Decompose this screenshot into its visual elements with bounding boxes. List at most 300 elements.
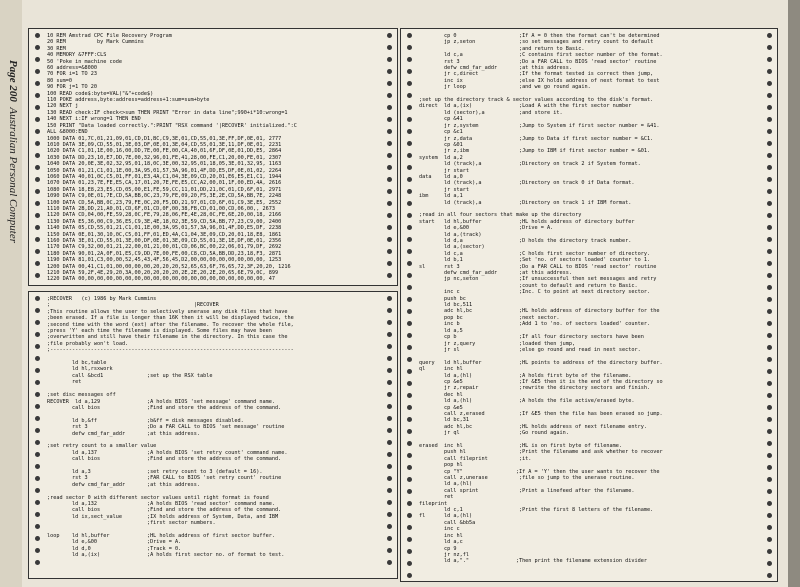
feed-hole <box>387 308 392 313</box>
feed-hole <box>767 381 772 386</box>
feed-hole <box>767 393 772 398</box>
feed-hole <box>35 261 40 266</box>
code-line: ld b,&ff ;b&ff = disk messages disabled. <box>47 417 244 424</box>
feed-hole <box>387 320 392 325</box>
code-line: ld a,c <box>419 539 463 546</box>
code-line: ld e,&00 ;Drive = A. <box>47 539 182 546</box>
feed-hole <box>35 249 40 254</box>
magazine-title: Australian Personal Computer <box>7 107 19 244</box>
code-line: 1180 DATA 90,01,2A,0F,01,E5,C9,DD,7E,00,FE,00,C8,CD,5A,BB,DD,23,18,F3, 2871 <box>47 250 282 257</box>
code-line: 1120 DATA CD,04,00,FE,59,28,0C,FE,79,28,06,FE,4E,28,0C,FE,6E,20,00,18, 2166 <box>47 212 282 219</box>
code-line: jr z,repair ;rewrite the directory sectors and finish. <box>419 385 651 392</box>
code-line: inc ix ;else IX holds address of next format to test <box>419 77 660 84</box>
code-line: jr ql ;Go round again. <box>419 430 569 437</box>
feed-hole <box>387 476 392 481</box>
feed-hole <box>35 356 40 361</box>
code-line: ld d,a ;D holds the directory track number. <box>419 238 632 244</box>
code-line: defw cmd_far_addr ;at this address. <box>47 481 201 488</box>
feed-hole <box>387 153 392 158</box>
feed-hole <box>767 141 772 146</box>
code-line: cp &41 <box>419 116 463 123</box>
code-line: 90 FOR j=1 TO 20 <box>47 84 97 91</box>
feed-hole <box>35 380 40 385</box>
feed-hole <box>35 69 40 74</box>
feed-hole <box>767 429 772 434</box>
page-margin <box>0 0 22 587</box>
feed-hole <box>35 153 40 158</box>
code-line: 60 address=&8000 <box>47 65 97 72</box>
code-line: 1040 DATA 20,0E,3E,02,32,95,01,18,0C,3E,00,32,95,01,18,05,3E,01,32,95, 1163 <box>47 161 282 168</box>
feed-hole <box>407 297 412 302</box>
feed-hole <box>407 261 412 266</box>
feed-hole <box>407 189 412 194</box>
feed-hole <box>387 201 392 206</box>
code-line: call bios ;Find and store the address of the command. <box>47 456 282 463</box>
code-line: jr z,data ;Jump to Data if first sector number = &C1. <box>419 135 654 142</box>
feed-hole <box>35 560 40 565</box>
feed-hole <box>35 392 40 397</box>
page-number: Page 200 <box>7 60 19 102</box>
feed-hole <box>767 321 772 326</box>
code-line: ld (track),a ;Directory on track 2 if System format. <box>419 161 641 168</box>
code-line: cp 9 <box>419 545 457 552</box>
code-line: ;RECOVER (c) 1986 by Mark Cummins <box>47 296 157 302</box>
feed-hole <box>767 513 772 518</box>
code-line: call sprint ;Print a linefeed after the filename. <box>419 487 635 494</box>
code-line: ld a,5 <box>419 327 463 334</box>
feed-hole <box>767 537 772 542</box>
basic-code-listing <box>47 33 377 281</box>
tractor-holes-right <box>383 292 395 578</box>
code-line: ;first sector numbers. <box>47 520 216 527</box>
code-line: ld bc,table <box>47 360 107 367</box>
feed-hole <box>35 416 40 421</box>
feed-hole <box>767 105 772 110</box>
feed-hole <box>767 249 772 254</box>
code-line: 30 REM <box>47 45 66 52</box>
code-line: pop hl <box>419 462 463 469</box>
feed-hole <box>35 225 40 230</box>
feed-hole <box>35 524 40 529</box>
code-line: call z,erased ;If &E5 then the file has been erased so jump. <box>419 410 663 417</box>
code-line: ld a,132 ;A holds BIOS 'read sector' command name. <box>47 501 275 507</box>
code-line: cp 0 ;If A = 0 then the format can't be determined <box>419 33 660 39</box>
code-line: inc b ;Add 1 to 'no. of sectors loaded' counter. <box>419 321 651 328</box>
code-line: rst 3 ;FAR CALL to BIOS 'set retry count' routine <box>47 475 282 482</box>
feed-hole <box>767 165 772 170</box>
code-line: dec hl <box>419 391 463 398</box>
feed-hole <box>767 561 772 566</box>
feed-hole <box>407 45 412 50</box>
code-line: adc hl,bc ;HL holds address of next filename entry. <box>419 423 647 430</box>
feed-hole <box>35 428 40 433</box>
code-line: jr loop ;and we go round again. <box>419 84 591 91</box>
feed-hole <box>407 345 412 350</box>
code-line: ;set up the directory track & sector values according to the disk's format. <box>419 97 654 104</box>
code-line: 20 REM by Mark Cummins <box>47 39 144 46</box>
code-line: ; |RECOVER <box>47 302 219 309</box>
code-line: ld a,"." ;Then print the filename extension divider <box>419 558 647 565</box>
feed-hole <box>35 488 40 493</box>
code-line: 1130 DATA E5,36,00,C9,36,E5,C9,3E,4E,18,02,3E,59,CD,5A,BB,77,23,C9,00, 2400 <box>47 218 282 225</box>
code-line: push bc <box>419 295 466 302</box>
feed-hole <box>387 500 392 505</box>
code-line: 50 'Poke in machine code <box>47 58 122 65</box>
feed-hole <box>767 225 772 230</box>
code-line: adc hl,bc ;HL holds address of directory buffer for the <box>419 308 660 315</box>
code-line: 1030 DATA DD,23,10,E7,DD,7E,00,32,96,01,FE,41,28,00,FE,C1,20,00,FE,01, 2307 <box>47 154 282 161</box>
feed-hole <box>407 57 412 62</box>
code-line: call &bb5a <box>419 519 476 526</box>
code-line: ret <box>419 494 454 501</box>
feed-hole <box>767 177 772 182</box>
feed-hole <box>35 45 40 50</box>
feed-hole <box>407 321 412 326</box>
code-line: 80 sum=0 <box>47 77 72 84</box>
tractor-holes-left <box>403 29 415 581</box>
feed-hole <box>407 129 412 134</box>
tractor-holes-right <box>763 29 775 581</box>
code-line: 1080 DATA 18,E8,23,E5,CD,05,00,E1,FE,59,CC,11,01,DD,21,0C,01,CD,6F,01, 2971 <box>47 186 282 193</box>
code-line: ld a,(sector) <box>419 244 485 251</box>
code-line: jr z,query ;loaded then jump, <box>419 340 576 347</box>
feed-hole <box>35 464 40 469</box>
feed-hole <box>387 488 392 493</box>
feed-hole <box>407 417 412 422</box>
code-line: inc hl <box>419 532 463 539</box>
feed-hole <box>407 309 412 314</box>
asm-header-sheet <box>28 291 398 579</box>
feed-hole <box>407 369 412 374</box>
code-line: defw cmd_far_addr ;at this address. <box>47 430 201 437</box>
feed-hole <box>35 177 40 182</box>
code-line: query ld hl,buffer ;HL points to address of the directory buffer. <box>419 359 663 366</box>
feed-hole <box>407 441 412 446</box>
feed-hole <box>767 405 772 410</box>
feed-hole <box>767 309 772 314</box>
code-line: 1220 DATA 00,00,00,00,00,00,00,00,00,00,00,00,00,00,00,00,00,00,00,00, 47 <box>47 276 275 281</box>
code-line: ibm ld a,1 <box>419 193 463 200</box>
feed-hole <box>407 141 412 146</box>
feed-hole <box>387 165 392 170</box>
code-line: 1140 DATA 05,CD,55,01,21,C1,01,1E,00,3A,95,01,57,3A,96,01,4F,DD,E5,DF, 2238 <box>47 225 282 232</box>
code-line: sl rst 3 ;Do a FAR CALL to BIOS 'read sector' routine <box>419 263 657 270</box>
feed-hole <box>767 45 772 50</box>
feed-hole <box>35 93 40 98</box>
code-line: ld c,1 ;Print the first 8 letters of the filename. <box>419 507 654 514</box>
feed-hole <box>407 477 412 482</box>
feed-hole <box>35 57 40 62</box>
feed-hole <box>35 332 40 337</box>
feed-hole <box>387 368 392 373</box>
code-line: jr start <box>419 167 469 174</box>
code-line: cp "Y" ;If A = 'Y' then the user wants to recover the <box>419 468 660 475</box>
code-line: inc c ;Inc. C to point at next directory sector. <box>419 289 651 296</box>
feed-hole <box>387 296 392 301</box>
feed-hole <box>35 452 40 457</box>
code-line: ;press 'Y' each time the filename is displayed. Some files may have been <box>47 328 272 335</box>
code-line: ld c,a ;C contains first sector number of the format. <box>419 52 663 59</box>
code-line: ld a,(hl) <box>419 481 473 488</box>
page-footer-text <box>7 60 19 244</box>
feed-hole <box>35 512 40 517</box>
feed-hole <box>35 117 40 122</box>
feed-hole <box>767 285 772 290</box>
code-line: ;set disc messages off <box>47 392 116 399</box>
feed-hole <box>767 33 772 38</box>
code-line: rst 3 ;Do a FAR CALL to BIOS 'set message' routine <box>47 424 285 431</box>
code-line: cp &e5 <box>419 404 463 411</box>
feed-hole <box>35 476 40 481</box>
feed-hole <box>767 345 772 350</box>
feed-hole <box>407 513 412 518</box>
feed-hole <box>407 393 412 398</box>
code-line: 100 READ code$:byte=VAL("&"+code$) <box>47 90 154 97</box>
code-line: system ld a,2 <box>419 154 463 161</box>
feed-hole <box>35 536 40 541</box>
feed-hole <box>407 357 412 362</box>
feed-hole <box>407 429 412 434</box>
code-line: ld (track),a ;Directory on track 0 if Data format. <box>419 180 635 187</box>
code-line: ld bc,511 <box>419 302 473 309</box>
code-line: ;------------------------------------------------------------------------------ <box>47 347 294 354</box>
feed-hole <box>35 189 40 194</box>
code-line: 1000 DATA 01,7C,01,21,09,01,CD,D1,BC,C9,3E,01,CD,55,01,3E,FF,DF,0E,01, 2777 <box>47 135 282 142</box>
feed-hole <box>387 117 392 122</box>
code-line: ld bc,31 <box>419 417 469 424</box>
code-line: pop bc ;next sector. <box>419 314 560 321</box>
feed-hole <box>387 93 392 98</box>
feed-hole <box>407 333 412 338</box>
feed-hole <box>35 296 40 301</box>
feed-hole <box>407 453 412 458</box>
feed-hole <box>767 357 772 362</box>
code-line: 1190 DATA 81,01,C3,00,00,52,45,43,4F,56,45,D2,00,00,00,00,00,00,00,00, 1253 <box>47 257 282 264</box>
feed-hole <box>407 405 412 410</box>
code-line: 120 NEXT j <box>47 103 79 110</box>
code-line: 1200 DATA 00,41,C1,01,00,00,00,00,20,20,20,52,65,63,6F,76,65,72,3F,20,20, 1216 <box>47 263 291 270</box>
code-line: 110 POKE address,byte:address=address+1:sum=sum+byte <box>47 97 210 104</box>
code-line: ld a,(track) <box>419 231 482 238</box>
feed-hole <box>767 153 772 158</box>
feed-hole <box>767 501 772 506</box>
code-line: ld a,(ix) ;A holds first sector no. of format to test. <box>47 552 285 559</box>
code-line: cp b ;If all four directory sectors have been <box>419 334 644 341</box>
code-line: ALL &8000:END <box>47 129 88 136</box>
feed-hole <box>767 549 772 554</box>
code-line: ld a,(hl) ;A holds first byte of the filename. <box>419 372 632 379</box>
code-line: ld hl,rsxwork <box>47 366 113 373</box>
feed-hole <box>767 237 772 242</box>
feed-hole <box>767 57 772 62</box>
feed-hole <box>767 213 772 218</box>
feed-hole <box>407 561 412 566</box>
code-line: 150 PRINT "Data loaded correctly.":PRINT "RSX command '|RECOVER' initialized.":C <box>47 122 297 129</box>
feed-hole <box>767 441 772 446</box>
code-line: ld d,0 ;Track = 0. <box>47 545 182 552</box>
code-line: 10 REM Amstrad CPC File Recovery Program <box>47 33 172 39</box>
code-line: 70 FOR i=1 TO 23 <box>47 71 97 78</box>
feed-hole <box>387 344 392 349</box>
feed-hole <box>35 344 40 349</box>
feed-hole <box>35 404 40 409</box>
tractor-holes-left <box>31 29 43 285</box>
code-line: ld a,(hl) ;A holds the file active/erased byte. <box>419 398 635 405</box>
feed-hole <box>767 69 772 74</box>
code-line: jr c,direct ;If the format tested is correct then jump, <box>419 71 654 78</box>
code-line: 40 MEMORY &7FFF:CLS <box>47 52 107 59</box>
code-line: call bios ;Find and store the address of the command. <box>47 404 282 411</box>
feed-hole <box>35 237 40 242</box>
code-line: defw cmd_far_addr ;at this address. <box>419 65 573 72</box>
code-line: data ld a,0 <box>419 173 463 180</box>
feed-hole <box>407 165 412 170</box>
code-line: ld c,a ;C holds first sector number of directory. <box>419 250 651 257</box>
feed-hole <box>407 237 412 242</box>
code-line: ld a,3 ;set retry count to 3 (default = 16). <box>47 468 263 475</box>
feed-hole <box>35 165 40 170</box>
feed-hole <box>387 261 392 266</box>
feed-hole <box>35 320 40 325</box>
feed-hole <box>767 261 772 266</box>
feed-hole <box>407 153 412 158</box>
code-line: 1050 DATA 01,21,C1,01,1E,00,3A,95,01,57,3A,96,01,4F,DD,E5,DF,0E,01,02, 2264 <box>47 167 282 174</box>
feed-hole <box>387 380 392 385</box>
code-line: ;and return to Basic. <box>419 45 585 52</box>
code-line: ld e,&00 ;Drive = A. <box>419 225 554 232</box>
code-line: 1070 DATA 01,23,7E,FE,E5,CA,17,01,20,7E,FE,E5,CC,A2,00,01,1F,00,ED,4A, 2616 <box>47 180 282 187</box>
feed-hole <box>35 273 40 278</box>
code-line: ld (track),a ;Directory on track 1 if IBM format. <box>419 199 632 206</box>
feed-hole <box>407 525 412 530</box>
code-line: jp nc,seton ;If unsuccessful then set messages and retry <box>419 276 657 283</box>
feed-hole <box>767 369 772 374</box>
feed-hole <box>407 489 412 494</box>
feed-hole <box>407 381 412 386</box>
feed-hole <box>767 489 772 494</box>
feed-hole <box>387 464 392 469</box>
code-line: cp &c1 <box>419 129 463 136</box>
code-line: ;set retry count to a smaller value <box>47 443 157 450</box>
code-line: rst 3 ;Do a FAR CALL to BIOS 'read sector' routine <box>419 58 657 65</box>
asm-body-sheet <box>400 28 778 582</box>
code-line: ;read in all four sectors that make up the directory <box>419 212 582 219</box>
code-line: ;read sector 0 with different sector values until right format is found <box>47 494 269 501</box>
feed-hole <box>387 356 392 361</box>
feed-hole <box>767 525 772 530</box>
feed-hole <box>407 105 412 110</box>
feed-hole <box>387 177 392 182</box>
code-line: loop ld hl,buffer ;HL holds address of first sector buffer. <box>47 533 275 540</box>
code-line: cp &01 <box>419 141 463 148</box>
tractor-holes-left <box>31 292 43 578</box>
feed-hole <box>387 332 392 337</box>
feed-hole <box>387 273 392 278</box>
code-line: ;This routine allows the user to selectively unerase any disk files that have <box>47 308 288 315</box>
feed-hole <box>767 477 772 482</box>
code-line: ld b,1 ;Set 'no. of sectors loaded' counter to 1. <box>419 257 651 264</box>
feed-hole <box>767 465 772 470</box>
feed-hole <box>387 548 392 553</box>
feed-hole <box>407 201 412 206</box>
code-line: cp &e5 ;If &E5 then it is the end of the directory so <box>419 378 663 385</box>
feed-hole <box>35 141 40 146</box>
code-line: 1010 DATA 3E,09,CD,55,01,3E,03,DF,0E,01,3E,04,CD,55,01,3E,11,DF,0E,01, 2231 <box>47 141 282 148</box>
feed-hole <box>387 237 392 242</box>
code-line: start ld hl,buffer ;HL holds address of directory buffer <box>419 218 635 225</box>
asm-header-listing <box>47 296 381 574</box>
code-line: ld a,137 ;A holds BIOS 'set retry count' command name. <box>47 449 288 456</box>
code-line: ;been erased. If a file is longer than 16K then it will be displayed twice, the <box>47 315 294 322</box>
feed-hole <box>35 201 40 206</box>
feed-hole <box>387 392 392 397</box>
feed-hole <box>407 537 412 542</box>
code-line: ret <box>47 379 82 386</box>
feed-hole <box>35 129 40 134</box>
feed-hole <box>407 93 412 98</box>
code-line: jr start <box>419 186 469 193</box>
feed-hole <box>407 225 412 230</box>
feed-hole <box>407 549 412 554</box>
feed-hole <box>387 416 392 421</box>
code-line: 1060 DATA 40,01,0C,C5,01,FF,01,E3,4A,C1,04,3E,09,CD,20,01,E6,E5,E1,C1, 1944 <box>47 173 282 180</box>
feed-hole <box>407 177 412 182</box>
code-line: ld (sector),a ;and store it. <box>419 109 563 116</box>
feed-hole <box>35 105 40 110</box>
code-line: ql inc hl <box>419 366 463 373</box>
code-line: 140 NEXT i:IF wrong=1 THEN END <box>47 116 141 123</box>
code-line: jr z,system ;Jump to System if first sector number = &41. <box>419 122 660 129</box>
feed-hole <box>387 81 392 86</box>
asm-body-listing <box>419 33 761 579</box>
feed-hole <box>387 524 392 529</box>
feed-hole <box>767 453 772 458</box>
code-line: jr sl ;else go round and read in next sector. <box>419 346 641 353</box>
page-edge-shadow <box>788 0 800 587</box>
feed-hole <box>387 45 392 50</box>
feed-hole <box>407 81 412 86</box>
feed-hole <box>767 201 772 206</box>
feed-hole <box>407 213 412 218</box>
basic-listing-sheet <box>28 28 398 286</box>
feed-hole <box>387 69 392 74</box>
feed-hole <box>387 105 392 110</box>
feed-hole <box>35 548 40 553</box>
code-line: call z,unerase ;file so jump to the unerase routine. <box>419 475 635 482</box>
feed-hole <box>767 573 772 578</box>
feed-hole <box>35 500 40 505</box>
feed-hole <box>387 404 392 409</box>
tractor-holes-right <box>383 29 395 285</box>
feed-hole <box>407 249 412 254</box>
feed-hole <box>387 225 392 230</box>
code-line: fl ld a,(hl) <box>419 513 473 520</box>
feed-hole <box>35 368 40 373</box>
code-line: direct ld a,(ix) ;Load A with the first sector number <box>419 103 632 110</box>
feed-hole <box>767 93 772 98</box>
feed-hole <box>407 285 412 290</box>
code-line: 1110 DATA 2B,DD,21,A0,01,CD,6F,01,CD,0F,00,38,FB,CD,01,00,CD,06,00,, 2673 <box>47 205 275 212</box>
feed-hole <box>767 117 772 122</box>
code-line: 1150 DATA 0E,01,30,10,0C,C5,01,FF,01,ED,4A,C1,04,3E,09,CD,20,01,18,E8, 1861 <box>47 231 282 238</box>
code-line: push hl ;Print the filename and ask whether to recover <box>419 449 663 456</box>
code-line: 1170 DATA C9,32,00,01,21,22,00,01,21,00,01,CD,06,BC,00,22,06,01,79,DF, 2692 <box>47 244 282 251</box>
feed-hole <box>387 141 392 146</box>
code-line: 1210 DATA 59,2F,4E,29,20,3A,00,20,20,20,20,2E,2E,20,2E,20,65,6E,79,0C, 899 <box>47 270 279 277</box>
code-line: call bios ;Find and store the address of the command. <box>47 507 282 514</box>
feed-hole <box>387 57 392 62</box>
feed-hole <box>387 452 392 457</box>
